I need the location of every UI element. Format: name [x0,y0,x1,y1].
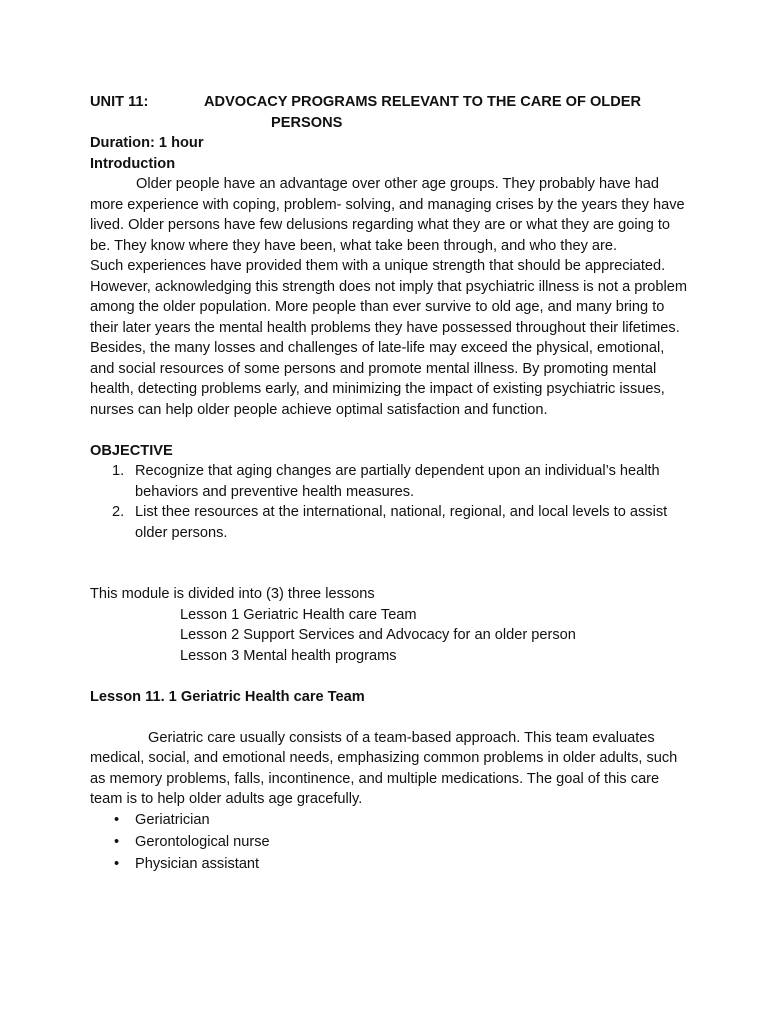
lesson-list-item: Lesson 3 Mental health programs [180,647,397,664]
module-intro: This module is divided into (3) three lessons [90,586,375,602]
lesson-list-item: Lesson 2 Support Services and Advocacy for an older person [180,627,576,643]
bullet-icon: • [114,855,120,872]
introduction-heading: Introduction [90,155,176,172]
unit-header [90,92,690,113]
care-team-item-label: Gerontological nurse [135,833,270,850]
objective-item-text: List thee resources at the international, national, regional, and local levels to assist older persons. [135,504,668,541]
objective-heading: OBJECTIVE [90,442,173,459]
lesson-heading: Lesson 11. 1 Geriatric Health care Team [90,688,365,705]
objective-item [90,461,690,502]
unit-title-continued: PERSONS [271,114,343,131]
introduction-paragraph-1: Older people have an advantage over other age groups. They probably have had more experience with coping, problem- solving, and managing crises by the years they have lived. Older persons have few delusions regarding what they are or what they are going to be. They know where they have been, what take been through, and who they are. [90,176,685,254]
objective-item-text: Recognize that aging changes are partially dependent upon an individual’s health behaviors and preventive health measures. [135,463,660,500]
objective-item-number: 1. [112,463,125,479]
objective-list [90,461,690,543]
introduction-paragraph-2: Such experiences have provided them with a unique strength that should be appreciated. However, acknowledging this strength does not imply that psychiatric illness is not a problem among the older population. More people than ever survive to old age, and many bring to their later years the mental health problems they have possessed throughout their lifetimes. Besides, the many losses and challenges of late-life may exceed the physical, emotional, and social resources of some persons and promote mental illness. By promoting mental health, detecting problems early, and minimizing the impact of existing psychiatric issues, nurses can help older people achieve optimal satisfaction and function. [90,258,688,418]
unit-number: UNIT 11: [90,94,149,110]
care-team-item [90,832,690,853]
lesson-list-item: Lesson 1 Geriatric Health care Team [180,606,417,623]
care-team-item [90,810,690,831]
care-team-item-label: Geriatrician [135,811,210,828]
duration-label: Duration: 1 hour [90,135,204,151]
bullet-icon: • [114,811,120,828]
objective-item [90,502,690,543]
care-team-item [90,854,690,875]
care-team-list [90,810,690,875]
bullet-icon: • [114,833,120,850]
unit-title: ADVOCACY PROGRAMS RELEVANT TO THE CARE OF OLDER [204,94,642,110]
lesson-paragraph: Geriatric care usually consists of a team-based approach. This team evaluates medical, social, and emotional needs, emphasizing common problems in older adults, such as memory problems, falls, incontinence, and multiple medications. The goal of this care team is to help older adults age gracefully. [90,729,678,807]
objective-item-number: 2. [112,504,125,520]
care-team-item-label: Physician assistant [135,855,260,872]
document-page [90,92,690,876]
